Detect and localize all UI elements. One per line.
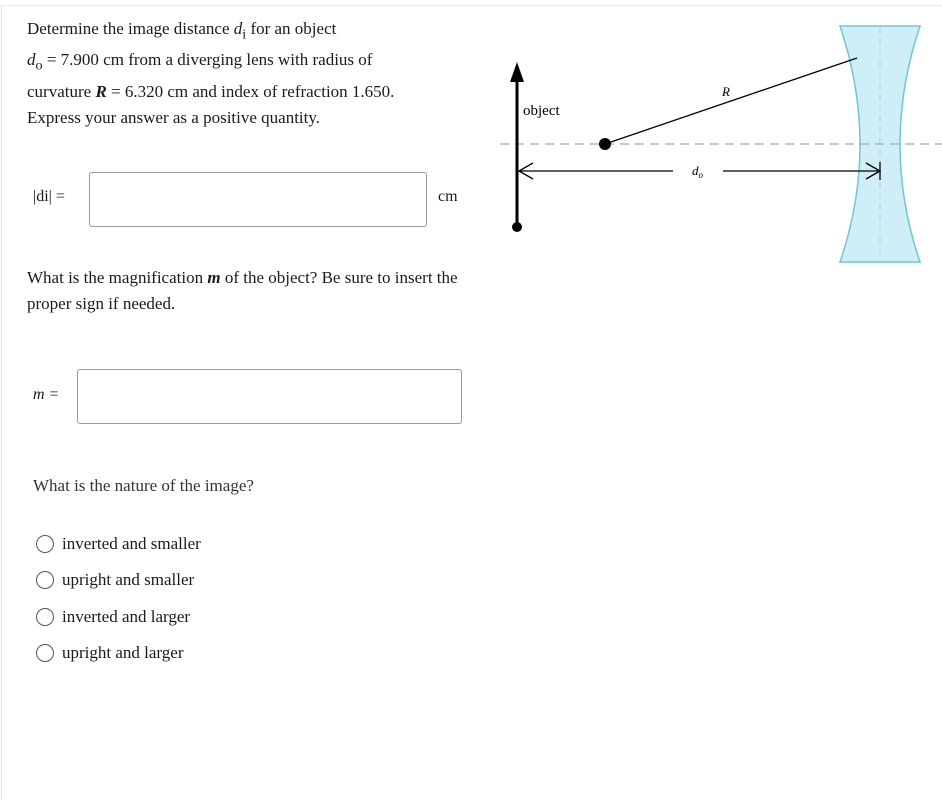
di-label: |di| = <box>33 188 65 205</box>
lens-diagram <box>495 20 942 270</box>
nature-question: What is the nature of the image? <box>33 476 254 495</box>
radio-label: upright and smaller <box>62 570 195 589</box>
radio-circle[interactable] <box>36 535 54 553</box>
radio-label: inverted and smaller <box>62 534 201 553</box>
m-label: m = <box>33 386 60 403</box>
object-label: object <box>523 103 560 119</box>
di-unit: cm <box>438 188 458 205</box>
radio-option-inverted-smaller[interactable] <box>36 533 201 555</box>
radio-option-upright-larger[interactable] <box>36 642 183 664</box>
di-answer-input[interactable] <box>89 172 427 227</box>
radius-line <box>605 58 857 144</box>
radio-label: inverted and larger <box>62 607 191 626</box>
R-label: R <box>722 84 730 99</box>
magnification-question: What is the magnification m of the object? Be sure to insert the proper sign if needed. <box>27 268 458 313</box>
radio-circle[interactable] <box>36 571 54 589</box>
radio-option-inverted-larger[interactable] <box>36 606 190 628</box>
m-answer-input[interactable] <box>77 369 462 424</box>
radio-circle[interactable] <box>36 608 54 626</box>
radio-circle[interactable] <box>36 644 54 662</box>
radio-option-upright-smaller[interactable] <box>36 569 194 591</box>
do-label: $d_o$ <box>692 163 703 180</box>
question-text: Determine the image distance $d_i$ for an object $d_o = 7.900$ cm from a diverging lens with radius of curvature R = 6.320 cm and index of refraction 1.650. Express your answer as a positive quantity. <box>27 19 395 127</box>
radio-label: upright and larger <box>62 643 184 662</box>
